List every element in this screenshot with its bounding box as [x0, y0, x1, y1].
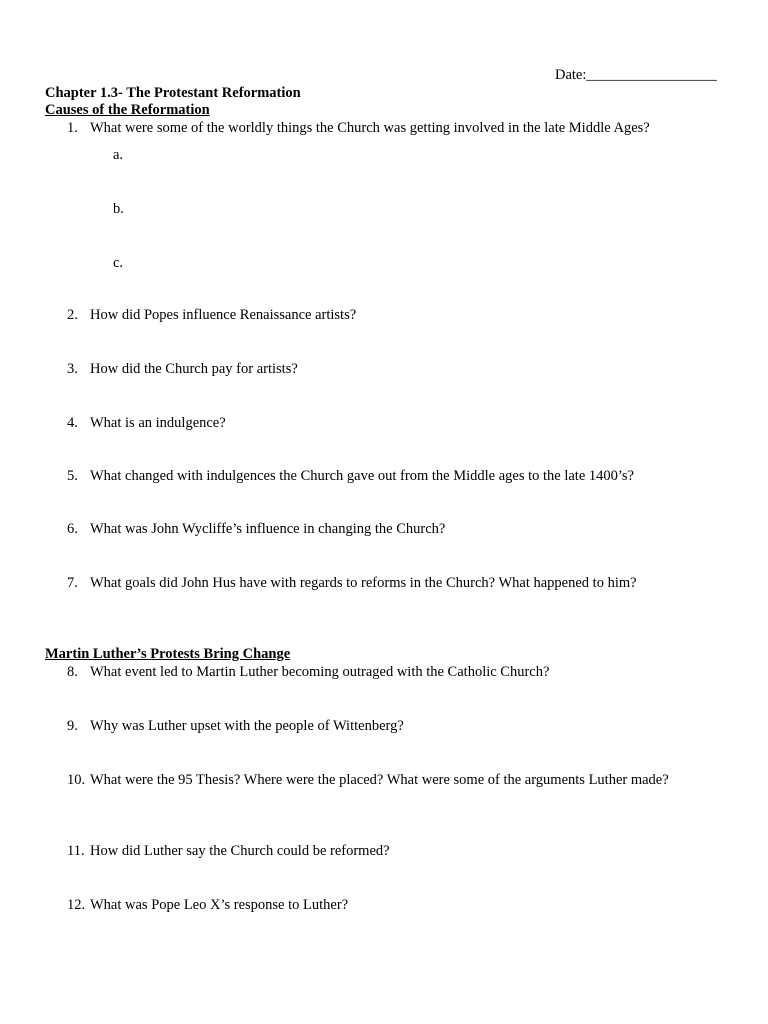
question-text: What goals did John Hus have with regards to reforms in the Church? What happened to him?	[90, 575, 637, 591]
question-number: 10.	[67, 772, 86, 788]
question-number: 1.	[67, 120, 78, 136]
question-text: Why was Luther upset with the people of Wittenberg?	[90, 718, 404, 734]
question-number: 9.	[67, 718, 78, 734]
question-number: 5.	[67, 468, 78, 484]
question-text: How did Popes influence Renaissance artists?	[90, 307, 357, 323]
question-number: 11.	[67, 843, 85, 859]
question-text: How did the Church pay for artists?	[90, 361, 298, 377]
section-heading-causes: Causes of the Reformation	[45, 102, 210, 118]
sub-item-label: b.	[113, 201, 124, 217]
question-text: What event led to Martin Luther becoming outraged with the Catholic Church?	[90, 664, 550, 680]
question-text: What changed with indulgences the Church gave out from the Middle ages to the late 1400’s?	[90, 468, 634, 484]
sub-item-label: c.	[113, 255, 124, 271]
question-text: What were some of the worldly things the Church was getting involved in the late Middle Ages?	[90, 120, 650, 136]
question-text: How did Luther say the Church could be reformed?	[90, 843, 390, 859]
question-number: 6.	[67, 521, 78, 537]
section-heading-luther: Martin Luther’s Protests Bring Change	[45, 646, 291, 662]
question-text: What was John Wycliffe’s influence in changing the Church?	[90, 521, 446, 537]
question-number: 8.	[67, 664, 78, 680]
date-field: Date:__________________	[555, 67, 717, 83]
sub-item-label: a.	[113, 147, 124, 163]
question-text: What is an indulgence?	[90, 415, 226, 431]
question-number: 3.	[67, 361, 78, 377]
question-text: What were the 95 Thesis? Where were the placed? What were some of the arguments Luther made?	[90, 772, 669, 788]
question-number: 12.	[67, 897, 86, 913]
question-text: What was Pope Leo X’s response to Luther?	[90, 897, 349, 913]
question-number: 4.	[67, 415, 78, 431]
question-number: 7.	[67, 575, 78, 591]
page-title: Chapter 1.3- The Protestant Reformation	[45, 85, 301, 101]
question-number: 2.	[67, 307, 78, 323]
